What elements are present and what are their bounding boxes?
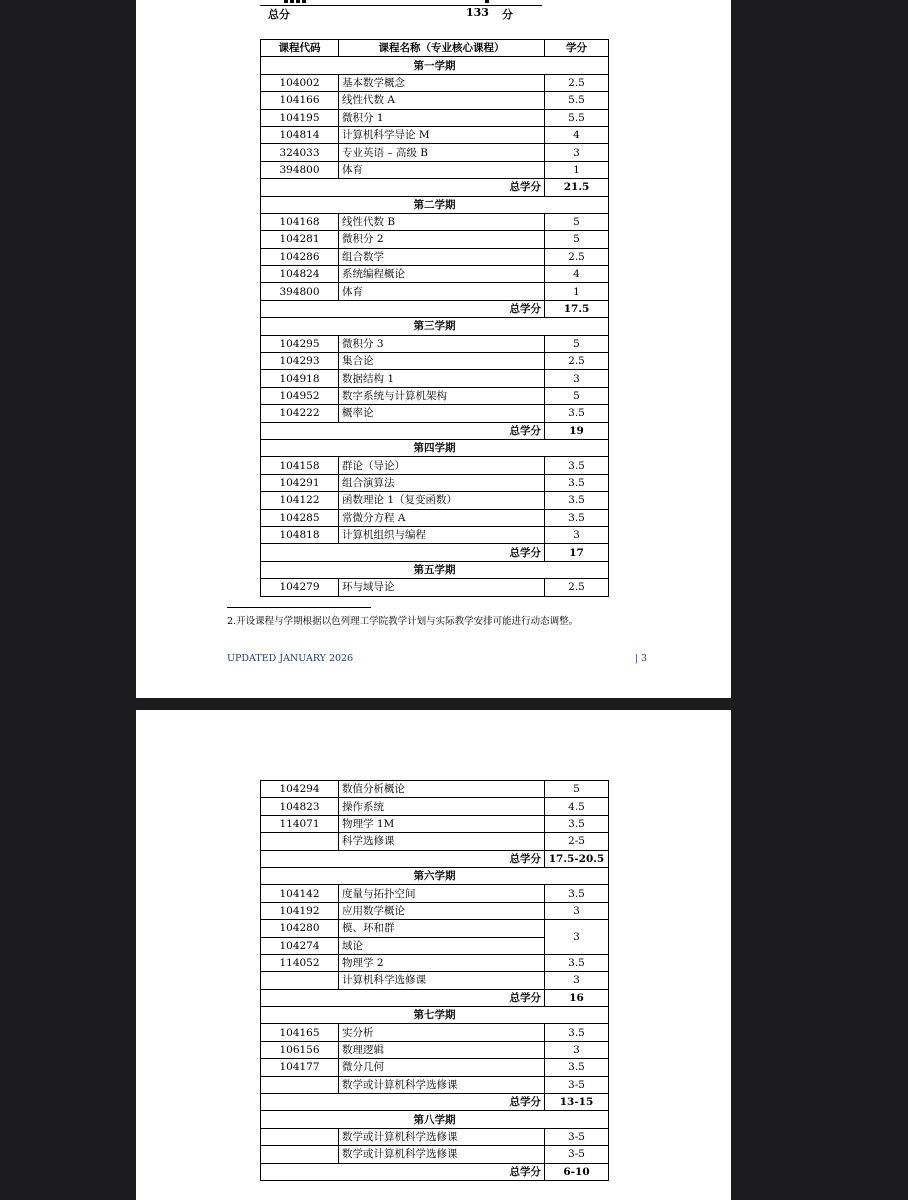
course-credits: 5 (545, 387, 609, 404)
course-credits: 3.5 (545, 474, 609, 491)
course-code (261, 1146, 339, 1163)
course-code: 104274 (261, 937, 339, 954)
semester-total-label: 总学分 (261, 179, 545, 196)
course-credits: 1 (545, 283, 609, 300)
course-code: 324033 (261, 144, 339, 161)
course-code: 104192 (261, 902, 339, 919)
course-code (261, 1128, 339, 1145)
course-name: 线性代数 B (339, 213, 545, 230)
semester-total-value: 13-15 (545, 1094, 609, 1111)
course-credits: 4 (545, 266, 609, 283)
course-credits: 3 (545, 1041, 609, 1058)
page-footer (227, 653, 647, 667)
course-name: 计算机科学导论 M (339, 126, 545, 143)
semester-total-row (261, 422, 609, 439)
course-code: 104177 (261, 1059, 339, 1076)
semester-heading-row (261, 561, 609, 578)
course-code: 104952 (261, 387, 339, 404)
semester-total-label: 总学分 (261, 544, 545, 561)
course-row (261, 74, 609, 91)
course-name: 组合演算法 (339, 474, 545, 491)
core-course-table (260, 39, 609, 597)
course-row (261, 1146, 609, 1163)
overall-total-label: 总分 (268, 8, 290, 21)
course-name: 概率论 (339, 405, 545, 422)
table-body (261, 57, 609, 596)
course-code: 104295 (261, 335, 339, 352)
course-row (261, 144, 609, 161)
course-code (261, 1076, 339, 1093)
semester-total-row (261, 1163, 609, 1180)
overall-total-value: 133 (466, 6, 489, 19)
course-name: 数值分析概论 (339, 781, 545, 798)
course-code: 104824 (261, 266, 339, 283)
course-name: 微积分 2 (339, 231, 545, 248)
course-code: 104818 (261, 526, 339, 543)
semester-total-label: 总学分 (261, 989, 545, 1006)
course-row (261, 1076, 609, 1093)
semester-heading: 第二学期 (261, 196, 609, 213)
course-credits: 3 (545, 370, 609, 387)
course-name: 数字系统与计算机架构 (339, 387, 545, 404)
course-name: 集合论 (339, 353, 545, 370)
course-credits: 3 (545, 972, 609, 989)
course-name: 度量与拓扑空间 (339, 885, 545, 902)
semester-total-label: 总学分 (261, 422, 545, 439)
course-code: 104286 (261, 248, 339, 265)
semester-heading: 第八学期 (261, 1111, 609, 1128)
course-row (261, 231, 609, 248)
course-row (261, 213, 609, 230)
semester-total-row (261, 179, 609, 196)
course-name: 系统编程概论 (339, 266, 545, 283)
course-row (261, 798, 609, 815)
page-number: | 3 (634, 653, 647, 664)
semester-heading-row (261, 1007, 609, 1024)
course-row (261, 126, 609, 143)
clipped-text-mark (296, 0, 300, 3)
course-row (261, 405, 609, 422)
core-course-table-continued (260, 780, 609, 1181)
semester-heading: 第七学期 (261, 1007, 609, 1024)
semester-total-row (261, 850, 609, 867)
course-credits: 3-5 (545, 1076, 609, 1093)
overall-total-unit: 分 (502, 8, 513, 21)
course-credits: 5.5 (545, 92, 609, 109)
course-name: 微积分 1 (339, 109, 545, 126)
course-code: 104158 (261, 457, 339, 474)
course-name: 环与域导论 (339, 579, 545, 596)
clipped-text-mark (485, 0, 489, 3)
course-code: 104195 (261, 109, 339, 126)
course-row (261, 474, 609, 491)
course-name: 物理学 1M (339, 815, 545, 832)
course-name: 专业英语 – 高级 B (339, 144, 545, 161)
course-credits: 2.5 (545, 74, 609, 91)
table-header-row (261, 40, 609, 57)
course-code (261, 833, 339, 850)
course-credits: 2.5 (545, 579, 609, 596)
course-credits: 3.5 (545, 815, 609, 832)
course-row (261, 335, 609, 352)
course-credits: 3.5 (545, 492, 609, 509)
course-credits: 3.5 (545, 1024, 609, 1041)
course-row (261, 370, 609, 387)
semester-total-value: 17.5-20.5 (545, 850, 609, 867)
course-credits: 3 (545, 920, 609, 955)
course-row (261, 1041, 609, 1058)
course-code: 114052 (261, 954, 339, 971)
course-code: 104291 (261, 474, 339, 491)
course-name: 函数理论 1（复变函数） (339, 492, 545, 509)
course-code: 104279 (261, 579, 339, 596)
semester-heading: 第五学期 (261, 561, 609, 578)
course-row (261, 1128, 609, 1145)
course-credits: 1 (545, 161, 609, 178)
course-name: 数据结构 1 (339, 370, 545, 387)
header-course-code: 课程代码 (261, 40, 339, 57)
course-code: 104823 (261, 798, 339, 815)
table-body (261, 781, 609, 1181)
course-name: 实分析 (339, 1024, 545, 1041)
course-name: 操作系统 (339, 798, 545, 815)
course-row (261, 920, 609, 937)
course-row (261, 954, 609, 971)
course-row (261, 902, 609, 919)
semester-total-value: 6-10 (545, 1163, 609, 1180)
course-credits: 5 (545, 213, 609, 230)
course-credits: 3.5 (545, 509, 609, 526)
semester-total-label: 总学分 (261, 1094, 545, 1111)
updated-date: UPDATED JANUARY 2026 (227, 653, 354, 664)
course-credits: 5.5 (545, 109, 609, 126)
course-credits: 3 (545, 144, 609, 161)
semester-total-row (261, 300, 609, 317)
course-credits: 3.5 (545, 954, 609, 971)
course-row (261, 457, 609, 474)
overall-total (264, 6, 544, 22)
course-code: 104918 (261, 370, 339, 387)
course-credits: 3.5 (545, 885, 609, 902)
semester-heading: 第六学期 (261, 867, 609, 884)
course-name: 微分几何 (339, 1059, 545, 1076)
course-row (261, 353, 609, 370)
course-credits: 3-5 (545, 1128, 609, 1145)
course-name: 群论（导论） (339, 457, 545, 474)
semester-total-value: 17.5 (545, 300, 609, 317)
course-row (261, 1059, 609, 1076)
course-name: 数学或计算机科学选修课 (339, 1076, 545, 1093)
course-credits: 4.5 (545, 798, 609, 815)
course-credits: 3 (545, 526, 609, 543)
course-code: 104142 (261, 885, 339, 902)
course-name: 线性代数 A (339, 92, 545, 109)
course-name: 模、环和群 (339, 920, 545, 937)
course-code: 104293 (261, 353, 339, 370)
course-code: 104122 (261, 492, 339, 509)
document-page-2 (136, 710, 731, 1200)
course-credits: 2-5 (545, 833, 609, 850)
course-credits: 5 (545, 781, 609, 798)
course-name: 组合数学 (339, 248, 545, 265)
course-name: 体育 (339, 161, 545, 178)
semester-total-row (261, 544, 609, 561)
course-code: 104285 (261, 509, 339, 526)
course-name: 微积分 3 (339, 335, 545, 352)
course-row (261, 161, 609, 178)
header-credits: 学分 (545, 40, 609, 57)
course-credits: 3.5 (545, 457, 609, 474)
course-credits: 3.5 (545, 405, 609, 422)
semester-total-value: 16 (545, 989, 609, 1006)
semester-heading: 第四学期 (261, 439, 609, 456)
semester-heading: 第三学期 (261, 318, 609, 335)
course-code: 114071 (261, 815, 339, 832)
course-name: 科学选修课 (339, 833, 545, 850)
course-code: 104281 (261, 231, 339, 248)
semester-total-value: 17 (545, 544, 609, 561)
course-code: 394800 (261, 283, 339, 300)
document-page-1 (136, 0, 731, 698)
course-row (261, 972, 609, 989)
course-credits: 3-5 (545, 1146, 609, 1163)
course-row (261, 266, 609, 283)
course-credits: 5 (545, 335, 609, 352)
course-code: 104294 (261, 781, 339, 798)
semester-heading-row (261, 57, 609, 74)
course-code (261, 972, 339, 989)
course-row (261, 815, 609, 832)
course-code: 106156 (261, 1041, 339, 1058)
semester-total-label: 总学分 (261, 300, 545, 317)
course-row (261, 92, 609, 109)
course-name: 物理学 2 (339, 954, 545, 971)
course-row (261, 509, 609, 526)
course-name: 体育 (339, 283, 545, 300)
course-code: 104280 (261, 920, 339, 937)
course-name: 数理逻辑 (339, 1041, 545, 1058)
semester-total-label: 总学分 (261, 850, 545, 867)
footnote: 2.开设课程与学期根据以色列理工学院教学计划与实际教学安排可能进行动态调整。 (227, 616, 579, 627)
course-credits: 2.5 (545, 353, 609, 370)
course-code: 104222 (261, 405, 339, 422)
course-code: 104002 (261, 74, 339, 91)
course-name: 计算机科学选修课 (339, 972, 545, 989)
clipped-text-mark (290, 0, 294, 3)
course-name: 域论 (339, 937, 545, 954)
course-row (261, 885, 609, 902)
course-row (261, 492, 609, 509)
semester-total-value: 19 (545, 422, 609, 439)
course-credits: 5 (545, 231, 609, 248)
course-name: 常微分方程 A (339, 509, 545, 526)
course-row (261, 387, 609, 404)
clipped-text-mark (302, 0, 306, 3)
course-code: 104814 (261, 126, 339, 143)
semester-heading-row (261, 318, 609, 335)
course-credits: 3 (545, 902, 609, 919)
course-name: 计算机组织与编程 (339, 526, 545, 543)
course-code: 104166 (261, 92, 339, 109)
clipped-text-mark (284, 0, 288, 3)
course-row (261, 833, 609, 850)
course-name: 应用数学概论 (339, 902, 545, 919)
semester-heading-row (261, 196, 609, 213)
footnote-divider (227, 607, 371, 608)
semester-heading: 第一学期 (261, 57, 609, 74)
semester-heading-row (261, 867, 609, 884)
semester-total-value: 21.5 (545, 179, 609, 196)
semester-heading-row (261, 439, 609, 456)
course-row (261, 579, 609, 596)
semester-total-row (261, 1094, 609, 1111)
course-row (261, 526, 609, 543)
course-credits: 4 (545, 126, 609, 143)
semester-total-row (261, 989, 609, 1006)
course-code: 394800 (261, 161, 339, 178)
course-row (261, 1024, 609, 1041)
course-name: 基本数学概念 (339, 74, 545, 91)
course-name: 数学或计算机科学选修课 (339, 1128, 545, 1145)
course-row (261, 109, 609, 126)
course-row (261, 283, 609, 300)
course-row (261, 781, 609, 798)
course-credits: 3.5 (545, 1059, 609, 1076)
header-course-name: 课程名称（专业核心课程） (339, 40, 545, 57)
course-name: 数学或计算机科学选修课 (339, 1146, 545, 1163)
semester-heading-row (261, 1111, 609, 1128)
course-row (261, 248, 609, 265)
course-credits: 2.5 (545, 248, 609, 265)
course-code: 104165 (261, 1024, 339, 1041)
semester-total-label: 总学分 (261, 1163, 545, 1180)
course-code: 104168 (261, 213, 339, 230)
